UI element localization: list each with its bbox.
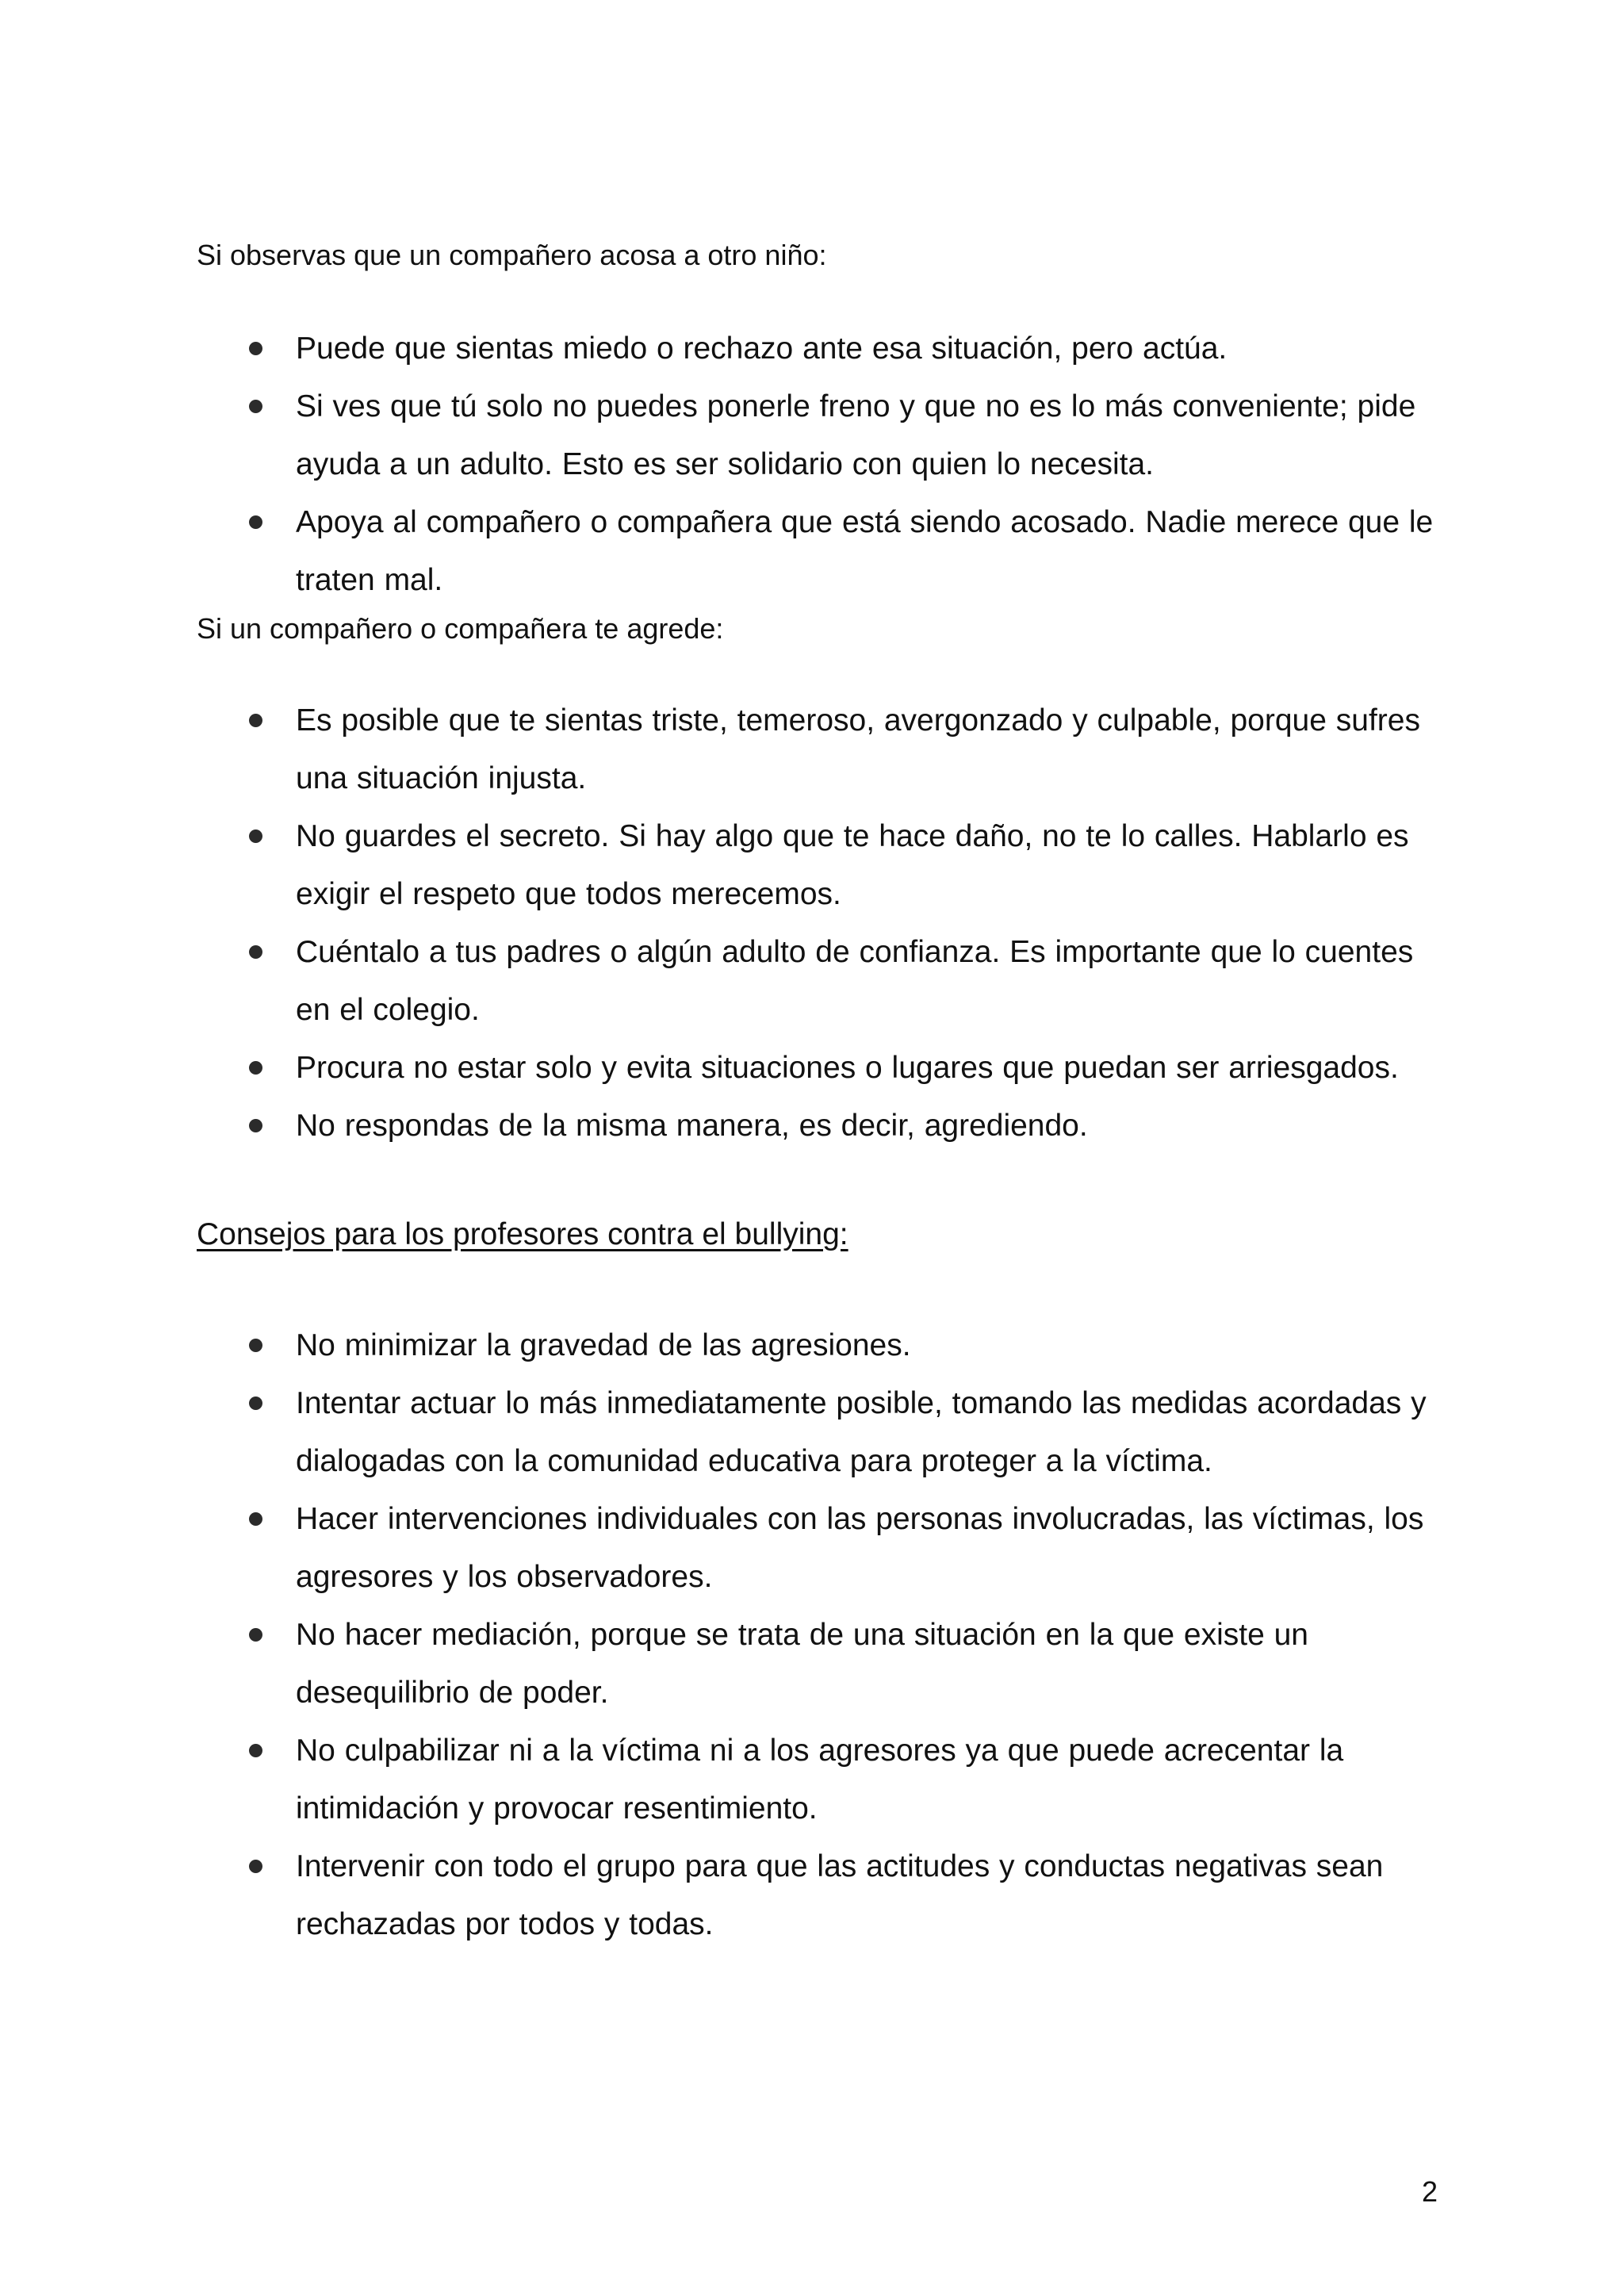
teacher-advice-list xyxy=(0,1316,1438,1953)
bullet-icon xyxy=(249,342,262,355)
bullet-icon xyxy=(249,714,262,727)
bullet-icon xyxy=(249,1744,262,1757)
list-item-text: Intervenir con todo el grupo para que las actitudes y conductas negativas sean rechazadas por todos y todas. xyxy=(296,1849,1384,1941)
list-item-text: Apoya al compañero o compañera que está siendo acosado. Nadie merece que le traten mal. xyxy=(296,505,1434,597)
list-item-text: No guardes el secreto. Si hay algo que te hace daño, no te lo calles. Hablarlo es exigir el respeto que todos merecemos. xyxy=(296,819,1409,911)
bullet-icon xyxy=(249,1860,262,1873)
bullet-icon xyxy=(249,1119,262,1132)
list-item-text: No hacer mediación, porque se trata de una situación en la que existe un desequilibrio de poder. xyxy=(296,1618,1308,1710)
list-item xyxy=(0,1490,1438,1606)
list-item xyxy=(0,1606,1438,1722)
list-item xyxy=(0,1837,1438,1953)
list-item xyxy=(0,493,1438,609)
list-item xyxy=(0,1374,1438,1490)
bullet-icon xyxy=(249,515,262,529)
list-item xyxy=(0,807,1438,923)
list-item-text: Procura no estar solo y evita situaciones o lugares que puedan ser arriesgados. xyxy=(296,1051,1399,1085)
bullet-icon xyxy=(249,829,262,843)
list-item-text: Cuéntalo a tus padres o algún adulto de confianza. Es importante que lo cuentes en el colegio. xyxy=(296,935,1414,1027)
section-intro-victim: Si un compañero o compañera te agrede: xyxy=(197,612,724,645)
list-item-text: Puede que sientas miedo o rechazo ante esa situación, pero actúa. xyxy=(296,331,1228,366)
section-intro-observer: Si observas que un compañero acosa a otro niño: xyxy=(197,239,827,271)
bullet-icon xyxy=(249,400,262,413)
section-heading-teachers: Consejos para los profesores contra el bullying: xyxy=(197,1217,848,1251)
list-item xyxy=(0,692,1438,807)
list-item-text: Es posible que te sientas triste, temeroso, avergonzado y culpable, porque sufres una situación injusta. xyxy=(296,703,1420,795)
list-item-text: Hacer intervenciones individuales con las personas involucradas, las víctimas, los agresores y los observadores. xyxy=(296,1502,1424,1594)
list-item-text: No culpabilizar ni a la víctima ni a los agresores ya que puede acrecentar la intimidación y provocar resentimiento. xyxy=(296,1734,1344,1826)
bullet-icon xyxy=(249,1628,262,1642)
observer-advice-list xyxy=(0,320,1438,609)
list-item-text: Si ves que tú solo no puedes ponerle freno y que no es lo más conveniente; pide ayuda a un adulto. Esto es ser solidario con quien lo necesita. xyxy=(296,389,1416,481)
bullet-icon xyxy=(249,1397,262,1410)
bullet-icon xyxy=(249,1061,262,1075)
list-item xyxy=(0,1039,1438,1097)
list-item xyxy=(0,320,1438,377)
list-item-text: No minimizar la gravedad de las agresiones. xyxy=(296,1328,911,1362)
list-item xyxy=(0,1316,1438,1374)
bullet-icon xyxy=(249,1339,262,1352)
bullet-icon xyxy=(249,945,262,959)
list-item xyxy=(0,923,1438,1039)
list-item xyxy=(0,1097,1438,1155)
list-item xyxy=(0,1722,1438,1837)
victim-advice-list xyxy=(0,692,1438,1155)
list-item-text: No respondas de la misma manera, es decir, agrediendo. xyxy=(296,1109,1088,1143)
page-number: 2 xyxy=(1422,2175,1438,2208)
list-item-text: Intentar actuar lo más inmediatamente posible, tomando las medidas acordadas y dialogadas con la comunidad educativa para proteger a la víctima. xyxy=(296,1386,1427,1478)
list-item xyxy=(0,377,1438,493)
bullet-icon xyxy=(249,1512,262,1526)
